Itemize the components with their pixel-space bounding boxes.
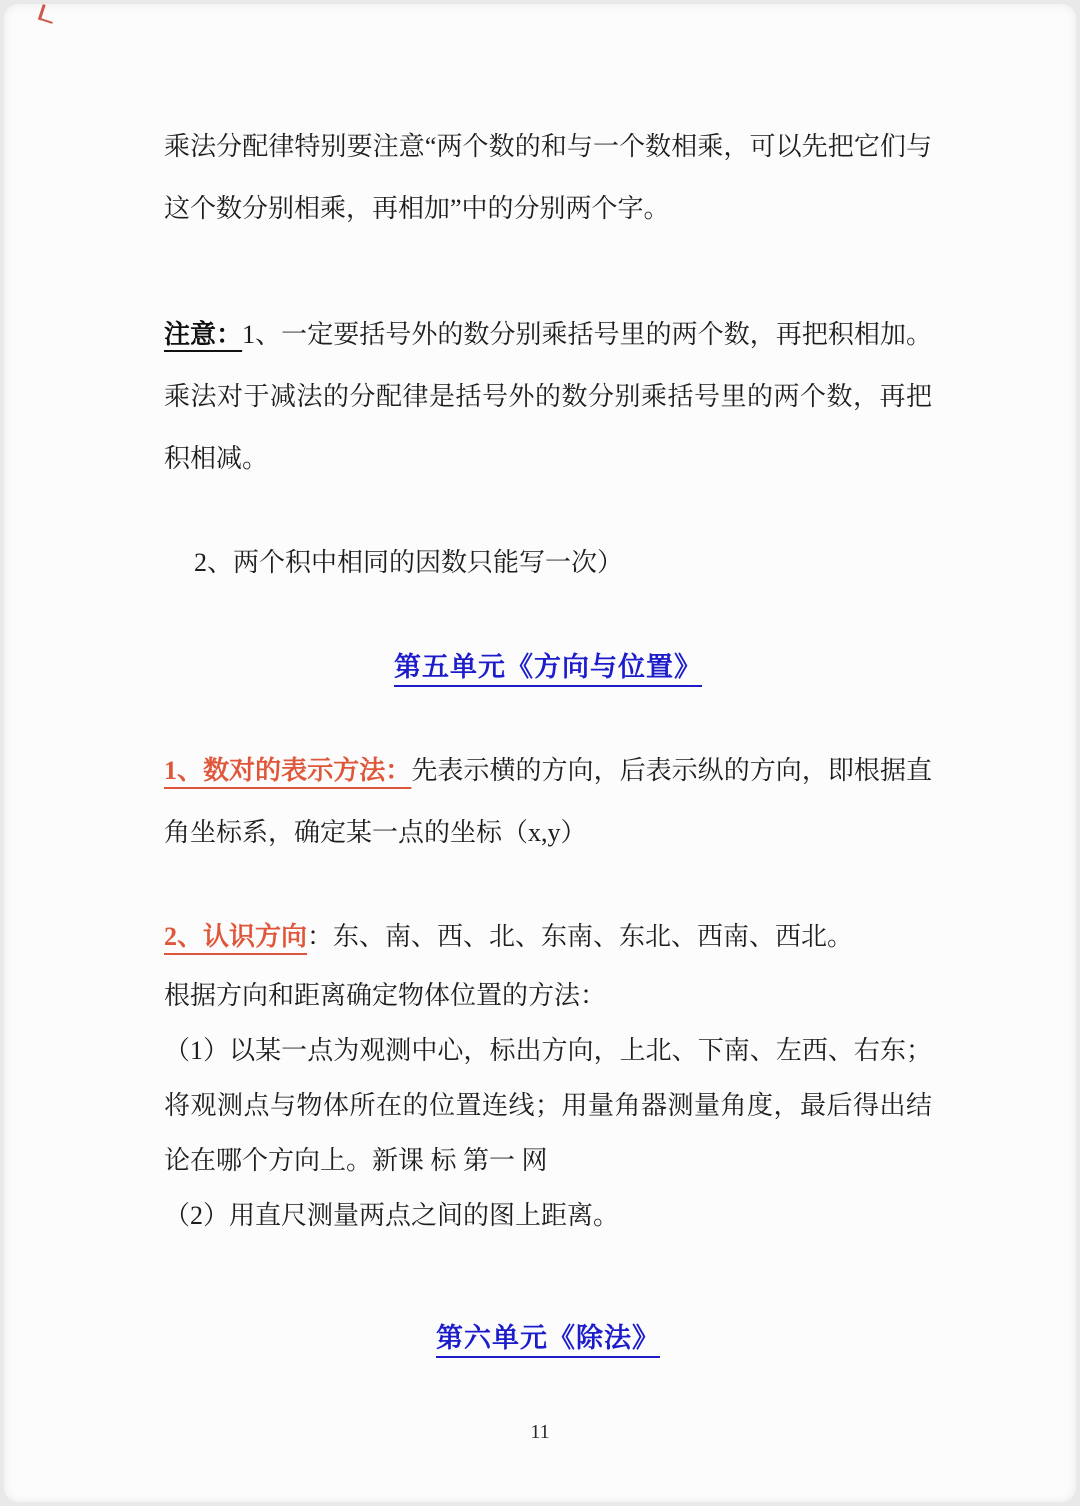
paragraph-directions (164, 906, 932, 968)
page-content (164, 116, 932, 1369)
document-page (4, 4, 1076, 1502)
paragraph-distributive-law: 乘法分配律特别要注意“两个数的和与一个数相乘，可以先把它们与这个数分别相乘，再相加”中的分别两个字。 (164, 132, 932, 223)
note-label: 注意： (164, 320, 243, 349)
page-number: 11 (530, 1421, 550, 1443)
scan-mark (38, 4, 57, 24)
unit6-heading: 第六单元《除法》 (436, 1323, 660, 1353)
paragraph-same-factor: 2、两个积中相同的因数只能写一次） (194, 548, 624, 577)
paragraph-method-2: （2）用直尺测量两点之间的图上距离。 (164, 1201, 620, 1230)
directions-separator: ： (307, 922, 334, 951)
paragraph-method-intro: 根据方向和距离确定物体位置的方法： (164, 981, 607, 1010)
number-pair-text: 先表示横的方向，后表示纵的方向，即根据直角坐标系，确定某一点的坐标（x,y） (164, 756, 932, 847)
paragraph-note (164, 304, 932, 490)
note-text: 1、一定要括号外的数分别乘括号里的两个数，再把积相加。乘法对于减法的分配律是括号外的数分别乘括号里的两个数，再把积相减。 (164, 320, 932, 473)
paragraph-number-pair (164, 740, 932, 864)
directions-text: 东、南、西、北、东南、东北、西南、西北。 (333, 922, 854, 951)
number-pair-label: 1、数对的表示方法： (164, 756, 412, 785)
unit5-heading: 第五单元《方向与位置》 (394, 652, 702, 682)
paragraph-method-1: （1）以某一点为观测中心，标出方向，上北、下南、左西、右东；将观测点与物体所在的位置连线；用量角器测量角度，最后得出结论在哪个方向上。新课 标 第一 网 (164, 1036, 932, 1175)
directions-label: 2、认识方向 (164, 922, 308, 951)
